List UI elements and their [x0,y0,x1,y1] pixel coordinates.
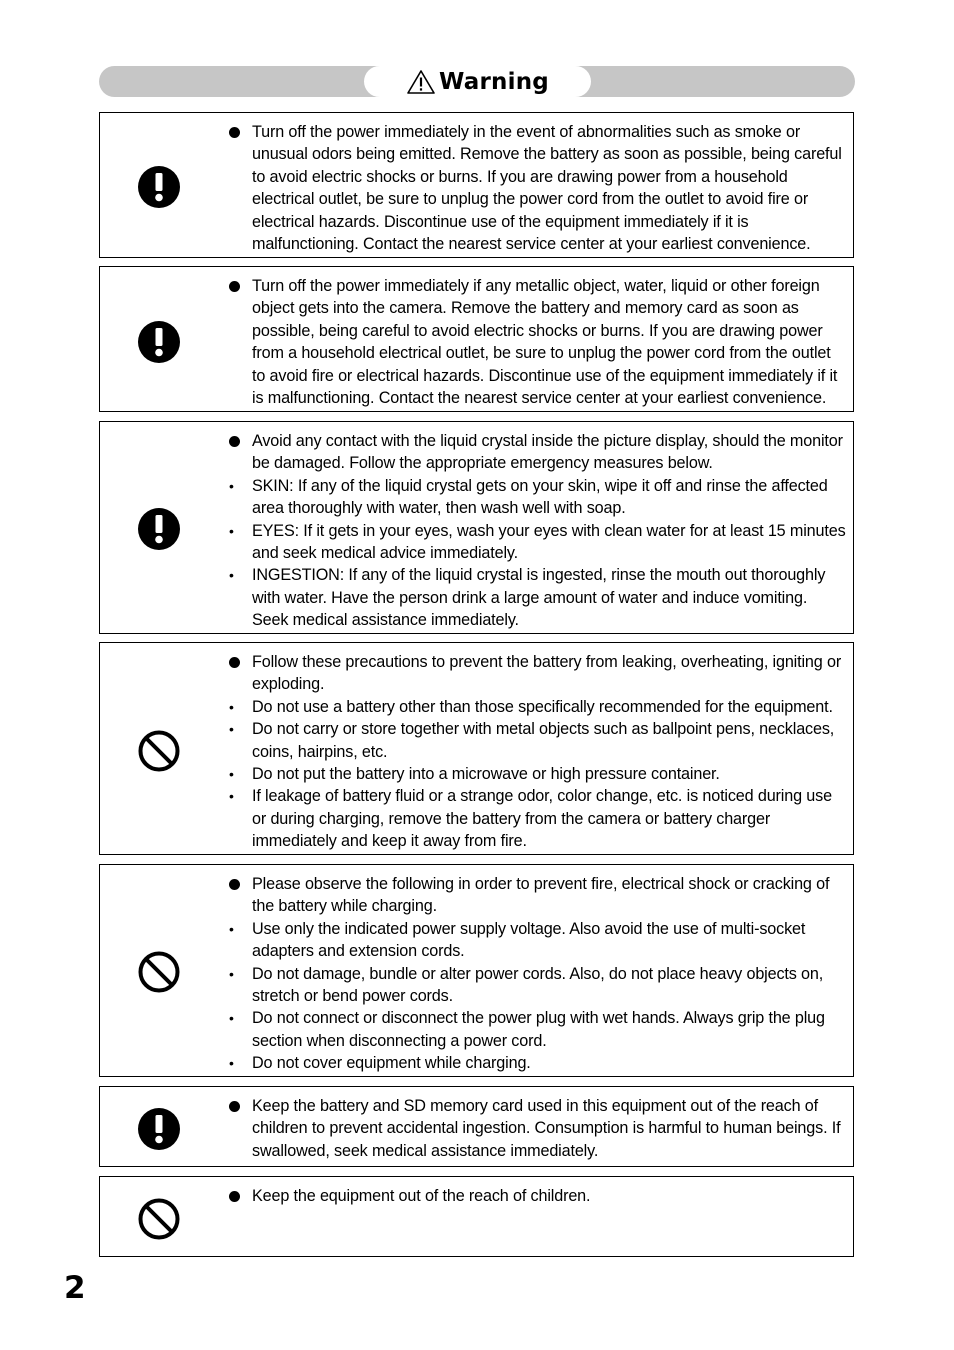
list-item: Turn off the power immediately if any metallic object, water, liquid or other foreign object gets into the camera. Remove the battery and memory card as soon as possible, being careful to avoid electric shocks or burns. If you are drawing power from a household electrical outlet, be sure to unplug the power cord from the outlet to avoid fire or electrical hazards. Discontinue use of the equipment immediately if it is malfunctioning. Contact the nearest service center at your earliest convenience. [228,275,847,409]
page-number: 2 [64,1270,86,1306]
prohibited-icon [138,951,180,993]
list-item: • SKIN: If any of the liquid crystal gets on your skin, wipe it off and rinse the affected area thoroughly with water, then wash well with soap. [228,475,847,520]
warning-box-7 [99,1176,854,1257]
list-item: Follow these precautions to prevent the battery from leaking, overheating, igniting or exploding. [228,651,847,696]
list-item: • INGESTION: If any of the liquid crystal is ingested, rinse the mouth out thoroughly with water. Have the person drink a large amount of water and induce vomiting. Seek medical assistance immediately. [228,564,847,631]
prohibited-icon [138,1198,180,1240]
list-item: • Do not put the battery into a microwave or high pressure container. [228,763,847,785]
prohibited-icon [138,730,180,772]
exclamation-icon [138,166,180,208]
list-item: • Do not use a battery other than those specifically recommended for the equipment. [228,696,847,718]
header-title: Warning [439,68,549,95]
list-item: • Do not connect or disconnect the power plug with wet hands. Always grip the plug section when disconnecting a power cord. [228,1007,847,1052]
warning-box-4 [99,642,854,855]
list-item: • If leakage of battery fluid or a strange odor, color change, etc. is noticed during use or during charging, remove the battery from the camera or battery charger immediately and keep it away from fire. [228,785,847,852]
warning-box-1 [99,112,854,258]
list-item: • Do not carry or store together with metal objects such as ballpoint pens, necklaces, coins, hairpins, etc. [228,718,847,763]
list-item: • Do not damage, bundle or alter power cords. Also, do not place heavy objects on, stretch or bend power cords. [228,963,847,1008]
warning-items-2 [228,275,847,409]
warning-items-5 [228,873,847,1075]
list-item: Please observe the following in order to prevent fire, electrical shock or cracking of the battery while charging. [228,873,847,918]
list-item: • EYES: If it gets in your eyes, wash your eyes with clean water for at least 15 minutes and seek medical advice immediately. [228,520,847,565]
list-item: • Use only the indicated power supply voltage. Also avoid the use of multi-socket adapters and extension cords. [228,918,847,963]
list-item: Keep the equipment out of the reach of children. [228,1185,847,1207]
warning-items-4 [228,651,847,853]
list-item: • Do not cover equipment while charging. [228,1052,847,1074]
warning-items-6 [228,1095,847,1162]
warning-items-3 [228,430,847,632]
warning-items-7 [228,1185,847,1207]
warning-box-2 [99,266,854,412]
list-item: Avoid any contact with the liquid crystal inside the picture display, should the monitor be damaged. Follow the appropriate emergency measures below. [228,430,847,475]
header-title-pill [364,66,591,97]
warning-items-1 [228,121,847,255]
warning-box-5 [99,864,854,1077]
warning-triangle-icon [406,69,436,95]
warning-box-6 [99,1086,854,1167]
exclamation-icon [138,508,180,550]
warning-box-3 [99,421,854,634]
list-item: Turn off the power immediately in the event of abnormalities such as smoke or unusual odors being emitted. Remove the battery as soon as possible, being careful to avoid electric shocks or burns. If you are drawing power from a household electrical outlet, be sure to unplug the power cord from the outlet to avoid fire or electrical hazards. Discontinue use of the equipment immediately if it is malfunctioning. Contact the nearest service center at your earliest convenience. [228,121,847,255]
list-item: Keep the battery and SD memory card used in this equipment out of the reach of children to prevent accidental ingestion. Consumption is harmful to human beings. If swallowed, seek medical assistance immediately. [228,1095,847,1162]
exclamation-icon [138,321,180,363]
exclamation-icon [138,1108,180,1150]
